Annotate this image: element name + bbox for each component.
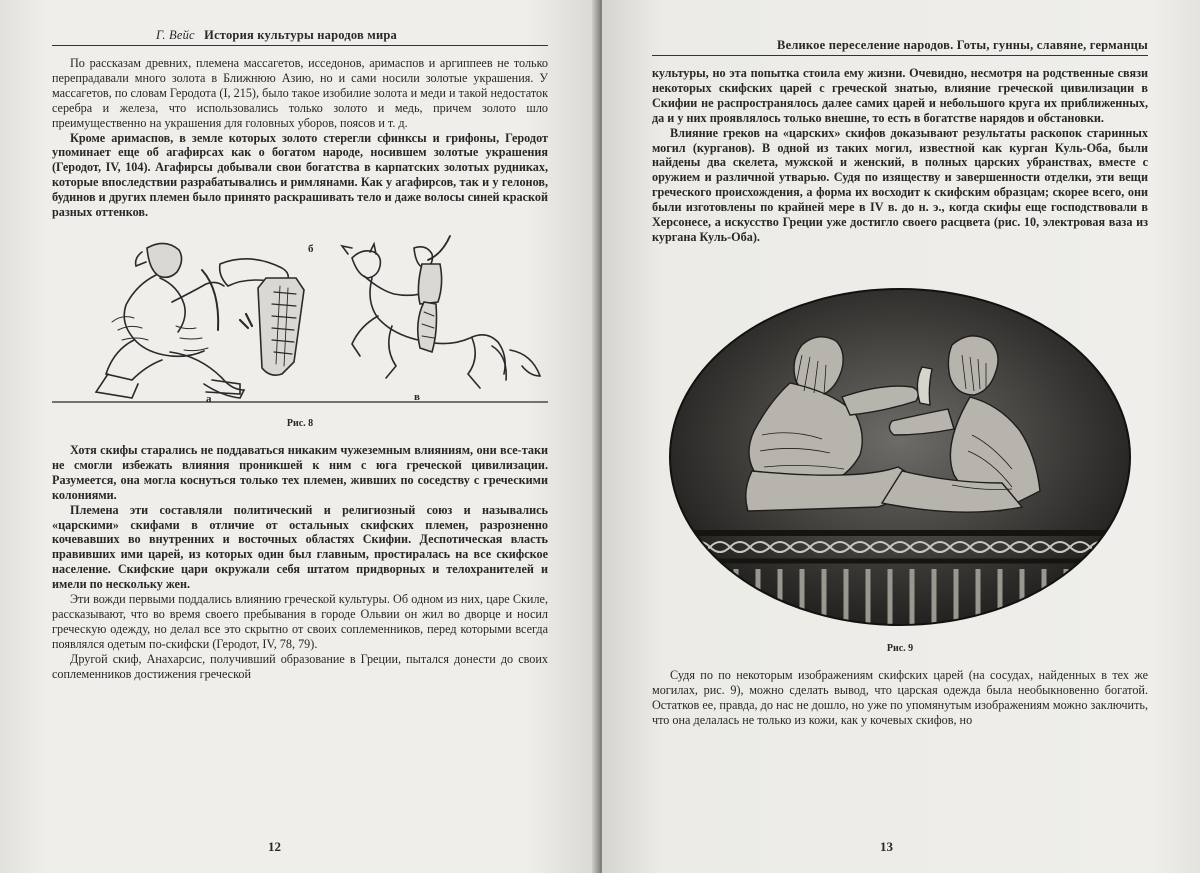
- paragraph: Судя по по некоторым изображениям скифских царей (на сосудах, найденных в тех же могилах, рис. 9), можно сделать вывод, что царская одежда была необыкновенно богатой. Остатков ее, правда, до нас не дошло, но уже по упомянутым изображениям можно заключить, что она делалась не только из кожи, как у кочевых скифов, но: [652, 667, 1148, 727]
- paragraph: По рассказам древних, племена массагетов, исседонов, аримаспов и аргиппеев не только перепрадавали много золота в Ближнюю Азию, но и сами носили золотые украшения. У массагетов, по словам Геродота (I, 215), было такое изобилие золота и меди и такой недостаток серебра и железа, что использовались только золото и медь, причем золото шло преимущественно на украшения для головных уборов, поясов и т. д.: [52, 56, 548, 130]
- figure-9-caption: Рис. 9: [886, 642, 914, 654]
- paragraph: Влияние греков на «царских» скифов доказывают результаты раскопок старинных могил (курганов). В одной из таких могил, известной как курган Куль-Оба, были найдены два скелета, мужской и женский, в полных царских убранствах, вместе с оружием и различной утварью. Судя по изяществу и завершенности отделки, эти вещи греческого происхождения, а форма их восходит к скифским образцам; скорее всего, они были изготовлены по крайней мере в IV в. до н. э., когда скифы еще господствовали в Херсонесе, а искусство Греции уже достигло своего расцвета (рис. 10, электровая ваза из кургана Куль-Оба).: [652, 125, 1148, 244]
- horse-rider-drawing: [342, 236, 540, 388]
- right-running-head: Великое переселение народов. Готы, гунны, славяне, германцы: [652, 38, 1148, 56]
- quiver-drawing: [220, 259, 304, 375]
- paragraph: культуры, но эта попытка стоила ему жизни. Очевидно, несмотря на родственные связи некоторых скифских царей с греческой знатью, влияние греческой цивилизации в Скифии не распространялось далее самих царей и небольшого круга их приближенных, да и у них проявлялось только внешне, то есть в богатстве нарядов и обстановки.: [652, 66, 1148, 125]
- left-running-head: [52, 28, 548, 46]
- left-text-bottom: [52, 443, 548, 682]
- paragraph: Эти вожди первыми поддались влиянию греческой культуры. Об одном из них, царе Скиле, рассказывают, что во время своего пребывания в городе Ольвии он жил во дворце и носил греческую одежду, но делал все это скрытно от своих соплеменников, перед которыми всегда появлялся одетым по-скифски (Геродот, IV, 78, 79).: [52, 592, 548, 651]
- header-title: История культуры народов мира: [204, 28, 398, 42]
- kneeling-archer-drawing: [96, 243, 244, 398]
- left-text-top: [52, 56, 548, 220]
- figure-9: [652, 285, 1148, 629]
- paragraph: Другой скиф, Анахарсис, получивший образование в Греции, пытался донести до своих соплеменников достижения греческой: [52, 651, 548, 681]
- figure-label-b: б: [308, 242, 314, 255]
- right-text-top: [652, 66, 1148, 245]
- figure-label-a: а: [206, 392, 212, 405]
- paragraph: Племена эти составляли политический и религиозный союз и назывались «царскими» скифами в отличие от остальных скифских племен, разрозненно кочевавших во внутренних и восточных областях Скифии. Деспотическая власть правивших ими царей, из которых один был главным, простиралась на все скифское население. Скифские цари окружали себя штатом придворных и телохранителей и имели по нескольку жен.: [52, 502, 548, 592]
- page-number-left: 12: [268, 839, 281, 854]
- figure-label-c: в: [414, 390, 420, 403]
- rider: [414, 236, 450, 352]
- paragraph: Кроме аримаспов, в земле которых золото стерегли сфинксы и грифоны, Геродот упоминает еще об агафирсах как о богатом народе, носившем золотые украшения (Геродот, IV, 104). Агафирсы добывали свои богатства в карпатских золотых рудниках, которые впоследствии разрабатывались и римлянами. Как у агафирсов, так и у гелонов, будинов и других племен было принято раскрашивать тело и даже волосы синей краской разных оттенков.: [52, 130, 548, 220]
- right-text-bottom: [652, 668, 1148, 728]
- figure-8-caption: Рис. 8: [286, 417, 314, 429]
- figure-8-drawing: [52, 230, 548, 410]
- left-page: [0, 0, 598, 873]
- right-page: [602, 0, 1200, 873]
- page-number-right: 13: [880, 839, 893, 854]
- figure-9-engraving: [652, 285, 1148, 629]
- figure-8: [52, 230, 548, 410]
- header-author: Г. Вейс: [156, 28, 195, 42]
- paragraph: Хотя скифы старались не поддаваться никаким чужеземным влияниям, они все-таки не смогли избежать влияния проникшей к ним с юга греческой цивилизации. Разумеется, она могла коснуться только тех племен, живших по соседству с греческими колониями.: [52, 442, 548, 502]
